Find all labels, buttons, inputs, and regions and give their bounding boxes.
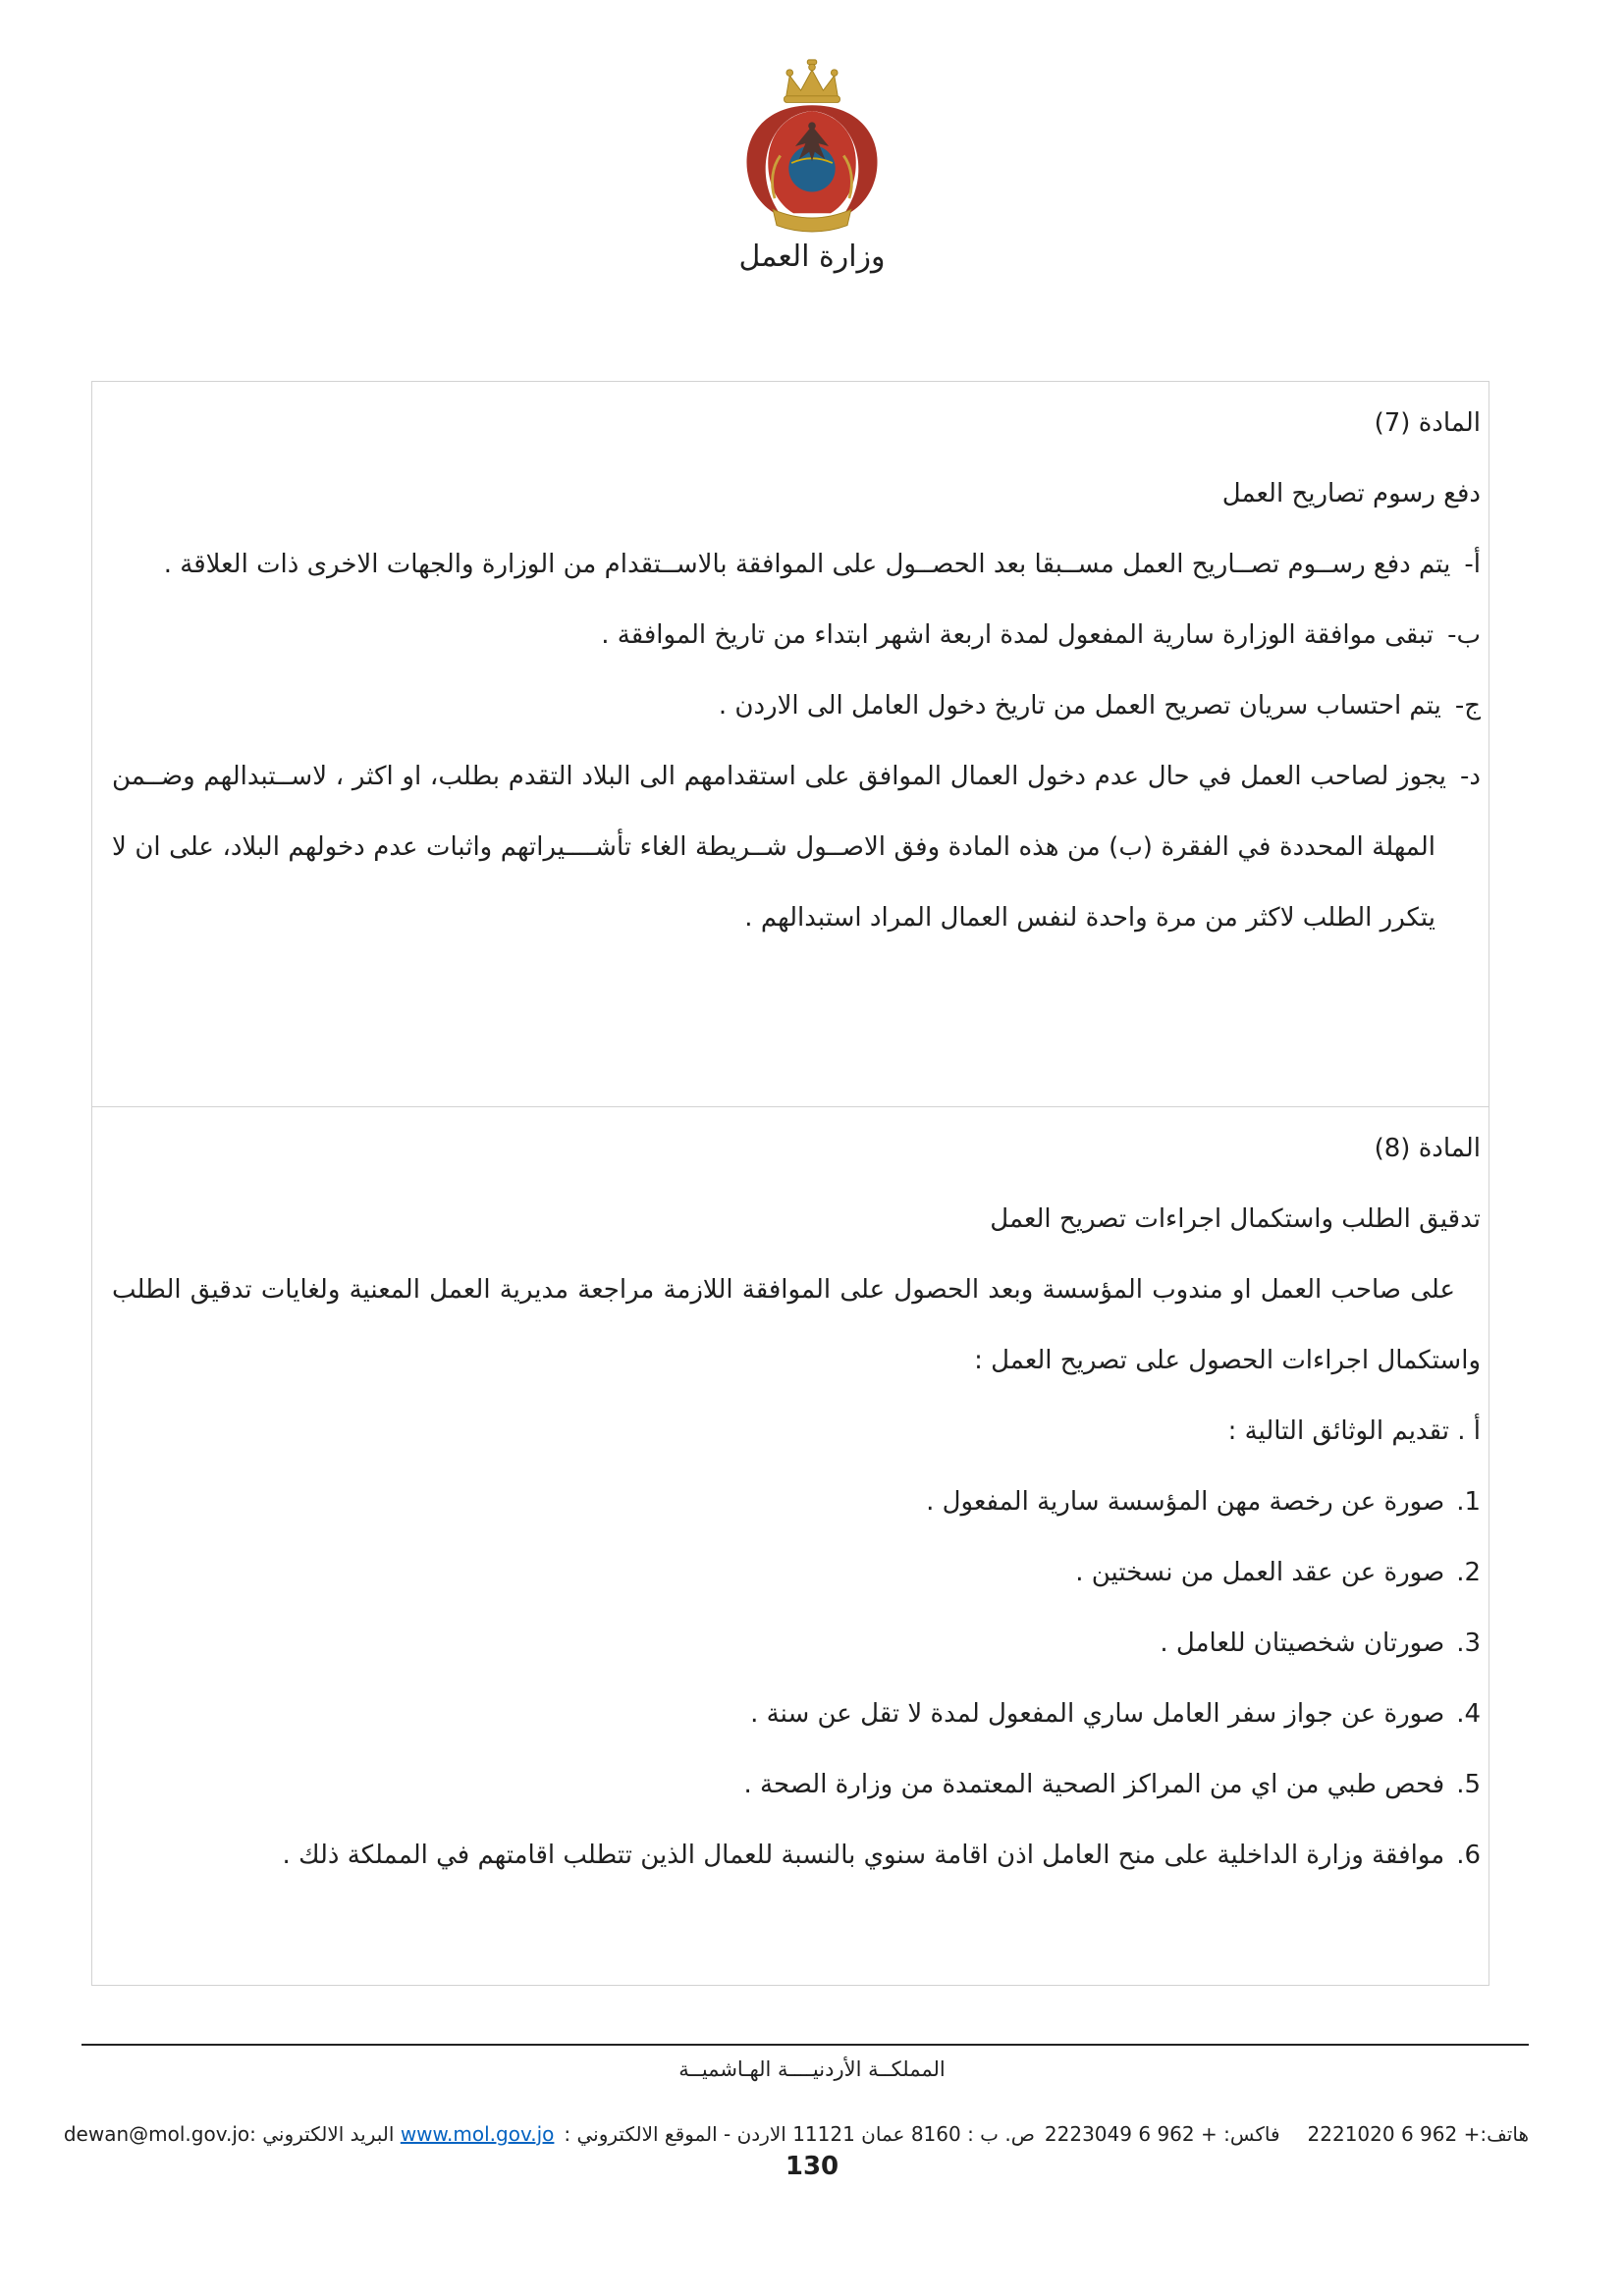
- document-item-6: [112, 1820, 1481, 1891]
- kingdom-name: المملكــة الأردنيــــة الهـاشميــة: [678, 2057, 946, 2081]
- fax-text: فاكس: + 962 6 2223049: [1044, 2122, 1280, 2146]
- clause-c-text: يتم احتساب سريان تصريح العمل من تاريخ دخول العامل الى الاردن .: [718, 691, 1441, 721]
- document-item-3: [112, 1608, 1481, 1679]
- document-item-2-text: صورة عن عقد العمل من نسختين .: [1075, 1558, 1445, 1587]
- article-8-intro: على صاحب العمل او مندوب المؤسسة وبعد الحصول على الموافقة اللازمة مراجعة مديرية العمل المعنية ولغايات تدقيق الطلب واستكمال اجراءات الحصول على تصريح العمل :: [112, 1275, 1481, 1375]
- clause-a-text: يتم دفع رســوم تصــاريح العمل مســبقا بعد الحصــول على الموافقة بالاســتقدام من الوزارة والجهات الاخرى ذات العلاقة .: [163, 550, 1451, 579]
- document-item-5-text: فحص طبي من اي من المراكز الصحية المعتمدة من وزارة الصحة .: [743, 1770, 1445, 1799]
- document-item-4-number: 4.: [1456, 1699, 1481, 1729]
- document-item-3-text: صورتان شخصيتان للعامل .: [1160, 1629, 1445, 1658]
- clause-a: [112, 529, 1481, 600]
- document-item-2-number: 2.: [1456, 1558, 1481, 1587]
- document-item-4: [112, 1679, 1481, 1749]
- document-item-5-number: 5.: [1456, 1770, 1481, 1799]
- page-number: 130: [785, 2152, 839, 2181]
- clause-d-text: يجوز لصاحب العمل في حال عدم دخول العمال الموافق على استقدامهم الى البلاد التقدم بطلب، او اكثر ، لاســتبدالهم وضــمن المهلة المحددة في الفقرة (ب) من هذه المادة وفق الاصــول شــريطة الغاء تأشــــيراتهم واثبات عدم دخولهم البلاد، على ان لا يتكرر الطلب لاكثر من مرة واحدة لنفس العمال المراد استبدالهم .: [112, 762, 1447, 933]
- ministry-emblem: [719, 57, 905, 236]
- article-8-section-label: أ . تقديم الوثائق التالية :: [1227, 1416, 1481, 1446]
- document-item-1-number: 1.: [1456, 1487, 1481, 1517]
- clause-a-marker: أ-: [1464, 550, 1481, 579]
- ministry-name: وزارة العمل: [738, 240, 886, 274]
- email-link[interactable]: dewan@mol.gov.jo: [63, 2122, 250, 2146]
- document-item-2: [112, 1537, 1481, 1608]
- clause-c-marker: ج-: [1454, 691, 1481, 721]
- phone-text: هاتف:+ 962 6 2221020: [1307, 2122, 1529, 2146]
- clause-b: [112, 600, 1481, 670]
- footer-divider: [81, 2044, 1529, 2046]
- article-8-title: المادة (8): [1374, 1134, 1481, 1163]
- article-8-subtitle: تدقيق الطلب واستكمال اجراءات تصريح العمل: [990, 1204, 1481, 1234]
- clause-b-text: تبقى موافقة الوزارة سارية المفعول لمدة اربعة اشهر ابتداء من تاريخ الموافقة .: [601, 620, 1435, 650]
- article-7-subtitle: دفع رسوم تصاريح العمل: [1221, 479, 1481, 508]
- article-7-title: المادة (7): [1374, 408, 1481, 438]
- document-item-3-number: 3.: [1456, 1629, 1481, 1658]
- document-item-1: [112, 1467, 1481, 1537]
- document-item-6-number: 6.: [1456, 1841, 1481, 1870]
- jordan-coat-of-arms-icon: [719, 57, 905, 236]
- article-7-section: [91, 381, 1489, 1107]
- clause-c: [112, 670, 1481, 741]
- document-item-1-text: صورة عن رخصة مهن المؤسسة سارية المفعول .: [926, 1487, 1445, 1517]
- email-label: البريد الالكتروني :: [249, 2122, 395, 2146]
- clause-d: [112, 741, 1481, 953]
- website-link[interactable]: www.mol.gov.jo: [400, 2122, 555, 2146]
- contact-line: [63, 2122, 1529, 2146]
- article-8-section: [91, 1106, 1489, 1986]
- document-item-5: [112, 1749, 1481, 1820]
- document-item-6-text: موافقة وزارة الداخلية على منح العامل اذن اقامة سنوي بالنسبة للعمال الذين تتطلب اقامتهم في المملكة ذلك .: [282, 1841, 1445, 1870]
- clause-d-marker: د-: [1460, 762, 1481, 791]
- clause-b-marker: ب-: [1447, 620, 1481, 650]
- pobox-and-site-label: ص. ب : 8160 عمان 11121 الاردن - الموقع الالكتروني :: [564, 2122, 1035, 2146]
- document-item-4-text: صورة عن جواز سفر العامل ساري المفعول لمدة لا تقل عن سنة .: [750, 1699, 1445, 1729]
